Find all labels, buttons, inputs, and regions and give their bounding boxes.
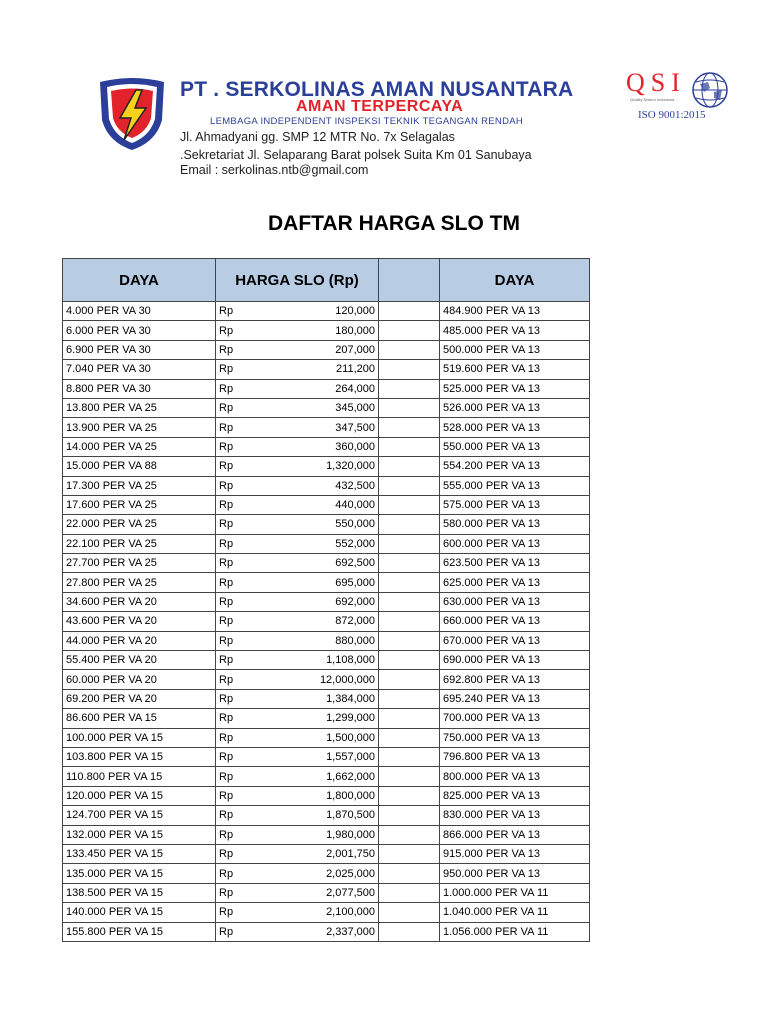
- daya-cell-2: 796.800 PER VA 13: [440, 747, 590, 766]
- daya-cell: 69.200 PER VA 20: [63, 689, 216, 708]
- table-row: [63, 709, 590, 728]
- daya-cell: 27.800 PER VA 25: [63, 573, 216, 592]
- table-row: [63, 321, 590, 340]
- daya-cell-2: 670.000 PER VA 13: [440, 631, 590, 650]
- price-cell: 550,000: [274, 515, 379, 534]
- table-row: [63, 786, 590, 805]
- price-cell: 2,025,000: [274, 864, 379, 883]
- price-cell: 692,500: [274, 554, 379, 573]
- price-cell: 552,000: [274, 534, 379, 553]
- currency-cell: Rp: [216, 592, 275, 611]
- blank-cell: [379, 670, 440, 689]
- currency-cell: Rp: [216, 670, 275, 689]
- daya-cell-2: 830.000 PER VA 13: [440, 806, 590, 825]
- price-cell: 120,000: [274, 302, 379, 321]
- daya-cell: 132.000 PER VA 15: [63, 825, 216, 844]
- blank-cell: [379, 767, 440, 786]
- header-daya: DAYA: [63, 259, 216, 302]
- daya-cell-2: 528.000 PER VA 13: [440, 418, 590, 437]
- blank-cell: [379, 651, 440, 670]
- currency-cell: Rp: [216, 903, 275, 922]
- daya-cell: 44.000 PER VA 20: [63, 631, 216, 650]
- daya-cell-2: 700.000 PER VA 13: [440, 709, 590, 728]
- table-row: [63, 903, 590, 922]
- table-row: [63, 747, 590, 766]
- blank-cell: [379, 883, 440, 902]
- table-row: [63, 612, 590, 631]
- daya-cell-2: 519.600 PER VA 13: [440, 360, 590, 379]
- daya-cell-2: 550.000 PER VA 13: [440, 437, 590, 456]
- daya-cell-2: 866.000 PER VA 13: [440, 825, 590, 844]
- daya-cell-2: 950.000 PER VA 13: [440, 864, 590, 883]
- blank-cell: [379, 457, 440, 476]
- blank-cell: [379, 903, 440, 922]
- price-cell: 2,001,750: [274, 844, 379, 863]
- table-row: [63, 651, 590, 670]
- table-row: [63, 418, 590, 437]
- price-cell: 2,077,500: [274, 883, 379, 902]
- daya-cell: 138.500 PER VA 15: [63, 883, 216, 902]
- currency-cell: Rp: [216, 922, 275, 941]
- daya-cell: 120.000 PER VA 15: [63, 786, 216, 805]
- daya-cell: 86.600 PER VA 15: [63, 709, 216, 728]
- daya-cell: 110.800 PER VA 15: [63, 767, 216, 786]
- currency-cell: Rp: [216, 321, 275, 340]
- currency-cell: Rp: [216, 360, 275, 379]
- table-row: [63, 592, 590, 611]
- daya-cell-2: 690.000 PER VA 13: [440, 651, 590, 670]
- table-row: [63, 844, 590, 863]
- daya-cell: 100.000 PER VA 15: [63, 728, 216, 747]
- blank-cell: [379, 922, 440, 941]
- price-cell: 2,337,000: [274, 922, 379, 941]
- table-row: [63, 515, 590, 534]
- daya-cell-2: 600.000 PER VA 13: [440, 534, 590, 553]
- table-row: [63, 360, 590, 379]
- price-cell: 360,000: [274, 437, 379, 456]
- daya-cell-2: 500.000 PER VA 13: [440, 340, 590, 359]
- daya-cell: 8.800 PER VA 30: [63, 379, 216, 398]
- blank-cell: [379, 495, 440, 514]
- price-cell: 692,000: [274, 592, 379, 611]
- daya-cell-2: 1.000.000 PER VA 11: [440, 883, 590, 902]
- price-cell: 211,200: [274, 360, 379, 379]
- blank-cell: [379, 592, 440, 611]
- price-cell: 347,500: [274, 418, 379, 437]
- table-row: [63, 457, 590, 476]
- daya-cell-2: 692.800 PER VA 13: [440, 670, 590, 689]
- price-cell: 1,557,000: [274, 747, 379, 766]
- daya-cell: 135.000 PER VA 15: [63, 864, 216, 883]
- globe-icon: [690, 70, 730, 110]
- daya-cell: 13.800 PER VA 25: [63, 398, 216, 417]
- blank-cell: [379, 321, 440, 340]
- daya-cell-2: 623.500 PER VA 13: [440, 554, 590, 573]
- blank-cell: [379, 398, 440, 417]
- blank-cell: [379, 534, 440, 553]
- currency-cell: Rp: [216, 825, 275, 844]
- daya-cell-2: 1.040.000 PER VA 11: [440, 903, 590, 922]
- blank-cell: [379, 437, 440, 456]
- blank-cell: [379, 302, 440, 321]
- company-name: PT . SERKOLINAS AMAN NUSANTARA: [180, 78, 574, 101]
- currency-cell: Rp: [216, 709, 275, 728]
- table-row: [63, 922, 590, 941]
- table-row: [63, 864, 590, 883]
- daya-cell: 17.600 PER VA 25: [63, 495, 216, 514]
- daya-cell: 22.100 PER VA 25: [63, 534, 216, 553]
- price-cell: 207,000: [274, 340, 379, 359]
- daya-cell-2: 625.000 PER VA 13: [440, 573, 590, 592]
- daya-cell: 6.900 PER VA 30: [63, 340, 216, 359]
- address-line-1: Jl. Ahmadyani gg. SMP 12 MTR No. 7x Selagalas: [180, 130, 455, 144]
- currency-cell: Rp: [216, 883, 275, 902]
- daya-cell-2: 555.000 PER VA 13: [440, 476, 590, 495]
- blank-cell: [379, 340, 440, 359]
- price-cell: 1,870,500: [274, 806, 379, 825]
- daya-cell-2: 484.900 PER VA 13: [440, 302, 590, 321]
- price-cell: 264,000: [274, 379, 379, 398]
- table-row: [63, 534, 590, 553]
- blank-cell: [379, 418, 440, 437]
- blank-cell: [379, 689, 440, 708]
- blank-cell: [379, 709, 440, 728]
- currency-cell: Rp: [216, 612, 275, 631]
- currency-cell: Rp: [216, 844, 275, 863]
- daya-cell-2: 525.000 PER VA 13: [440, 379, 590, 398]
- price-cell: 180,000: [274, 321, 379, 340]
- table-row: [63, 437, 590, 456]
- email-line: Email : serkolinas.ntb@gmail.com: [180, 163, 369, 177]
- blank-cell: [379, 379, 440, 398]
- currency-cell: Rp: [216, 495, 275, 514]
- blank-cell: [379, 612, 440, 631]
- daya-cell: 14.000 PER VA 25: [63, 437, 216, 456]
- blank-cell: [379, 825, 440, 844]
- currency-cell: Rp: [216, 786, 275, 805]
- daya-cell: 133.450 PER VA 15: [63, 844, 216, 863]
- daya-cell: 15.000 PER VA 88: [63, 457, 216, 476]
- price-cell: 345,000: [274, 398, 379, 417]
- currency-cell: Rp: [216, 379, 275, 398]
- blank-cell: [379, 515, 440, 534]
- currency-cell: Rp: [216, 651, 275, 670]
- price-cell: 1,320,000: [274, 457, 379, 476]
- currency-cell: Rp: [216, 437, 275, 456]
- currency-cell: Rp: [216, 340, 275, 359]
- header-daya-2: DAYA: [440, 259, 590, 302]
- blank-cell: [379, 554, 440, 573]
- blank-cell: [379, 631, 440, 650]
- daya-cell-2: 660.000 PER VA 13: [440, 612, 590, 631]
- price-cell: 1,108,000: [274, 651, 379, 670]
- currency-cell: Rp: [216, 728, 275, 747]
- blank-cell: [379, 806, 440, 825]
- table-row: [63, 302, 590, 321]
- daya-cell-2: 915.000 PER VA 13: [440, 844, 590, 863]
- daya-cell: 43.600 PER VA 20: [63, 612, 216, 631]
- daya-cell-2: 695.240 PER VA 13: [440, 689, 590, 708]
- daya-cell: 60.000 PER VA 20: [63, 670, 216, 689]
- table-row: [63, 689, 590, 708]
- price-cell: 1,980,000: [274, 825, 379, 844]
- price-cell: 2,100,000: [274, 903, 379, 922]
- table-row: [63, 573, 590, 592]
- price-cell: 872,000: [274, 612, 379, 631]
- daya-cell: 124.700 PER VA 15: [63, 806, 216, 825]
- certification-subtitle: Quality Sistem Indonesia: [630, 97, 675, 102]
- daya-cell: 17.300 PER VA 25: [63, 476, 216, 495]
- company-tagline: AMAN TERPERCAYA: [296, 98, 464, 115]
- daya-cell: 140.000 PER VA 15: [63, 903, 216, 922]
- blank-cell: [379, 476, 440, 495]
- daya-cell-2: 750.000 PER VA 13: [440, 728, 590, 747]
- table-row: [63, 340, 590, 359]
- currency-cell: Rp: [216, 476, 275, 495]
- daya-cell: 34.600 PER VA 20: [63, 592, 216, 611]
- daya-cell: 103.800 PER VA 15: [63, 747, 216, 766]
- currency-cell: Rp: [216, 573, 275, 592]
- currency-cell: Rp: [216, 534, 275, 553]
- daya-cell: 27.700 PER VA 25: [63, 554, 216, 573]
- currency-cell: Rp: [216, 767, 275, 786]
- header-blank: [379, 259, 440, 302]
- table-row: [63, 806, 590, 825]
- daya-cell-2: 630.000 PER VA 13: [440, 592, 590, 611]
- daya-cell-2: 485.000 PER VA 13: [440, 321, 590, 340]
- table-row: [63, 825, 590, 844]
- price-cell: 440,000: [274, 495, 379, 514]
- price-cell: 880,000: [274, 631, 379, 650]
- blank-cell: [379, 844, 440, 863]
- daya-cell-2: 580.000 PER VA 13: [440, 515, 590, 534]
- table-row: [63, 554, 590, 573]
- daya-cell: 55.400 PER VA 20: [63, 651, 216, 670]
- company-logo-shield: [96, 76, 168, 152]
- iso-certification: ISO 9001:2015: [638, 109, 706, 121]
- price-cell: 1,800,000: [274, 786, 379, 805]
- currency-cell: Rp: [216, 747, 275, 766]
- price-cell: 12,000,000: [274, 670, 379, 689]
- currency-cell: Rp: [216, 631, 275, 650]
- currency-cell: Rp: [216, 457, 275, 476]
- document-title: DAFTAR HARGA SLO TM: [268, 212, 520, 235]
- blank-cell: [379, 360, 440, 379]
- blank-cell: [379, 573, 440, 592]
- table-header-row: [63, 259, 590, 302]
- daya-cell: 22.000 PER VA 25: [63, 515, 216, 534]
- institution-line: LEMBAGA INDEPENDENT INSPEKSI TEKNIK TEGANGAN RENDAH: [210, 116, 524, 127]
- table-row: [63, 495, 590, 514]
- daya-cell: 155.800 PER VA 15: [63, 922, 216, 941]
- table-row: [63, 728, 590, 747]
- currency-cell: Rp: [216, 864, 275, 883]
- daya-cell: 13.900 PER VA 25: [63, 418, 216, 437]
- certification-logo-text: QSI: [626, 68, 686, 97]
- currency-cell: Rp: [216, 398, 275, 417]
- daya-cell: 4.000 PER VA 30: [63, 302, 216, 321]
- table-row: [63, 379, 590, 398]
- price-table: [62, 258, 590, 942]
- blank-cell: [379, 864, 440, 883]
- currency-cell: Rp: [216, 806, 275, 825]
- currency-cell: Rp: [216, 302, 275, 321]
- price-cell: 1,384,000: [274, 689, 379, 708]
- daya-cell: 7.040 PER VA 30: [63, 360, 216, 379]
- price-cell: 695,000: [274, 573, 379, 592]
- table-row: [63, 398, 590, 417]
- currency-cell: Rp: [216, 418, 275, 437]
- daya-cell-2: 526.000 PER VA 13: [440, 398, 590, 417]
- table-row: [63, 767, 590, 786]
- daya-cell-2: 554.200 PER VA 13: [440, 457, 590, 476]
- daya-cell-2: 575.000 PER VA 13: [440, 495, 590, 514]
- blank-cell: [379, 786, 440, 805]
- table-row: [63, 670, 590, 689]
- address-line-2: .Sekretariat Jl. Selaparang Barat polsek Suita Km 01 Sanubaya: [180, 148, 532, 162]
- daya-cell-2: 800.000 PER VA 13: [440, 767, 590, 786]
- daya-cell-2: 1.056.000 PER VA 11: [440, 922, 590, 941]
- price-cell: 1,500,000: [274, 728, 379, 747]
- price-cell: 1,299,000: [274, 709, 379, 728]
- daya-cell: 6.000 PER VA 30: [63, 321, 216, 340]
- table-body: [63, 302, 590, 942]
- blank-cell: [379, 747, 440, 766]
- currency-cell: Rp: [216, 515, 275, 534]
- table-row: [63, 631, 590, 650]
- currency-cell: Rp: [216, 554, 275, 573]
- price-cell: 1,662,000: [274, 767, 379, 786]
- blank-cell: [379, 728, 440, 747]
- price-cell: 432,500: [274, 476, 379, 495]
- daya-cell-2: 825.000 PER VA 13: [440, 786, 590, 805]
- table-row: [63, 883, 590, 902]
- currency-cell: Rp: [216, 689, 275, 708]
- header-harga-slo: HARGA SLO (Rp): [216, 259, 379, 302]
- table-row: [63, 476, 590, 495]
